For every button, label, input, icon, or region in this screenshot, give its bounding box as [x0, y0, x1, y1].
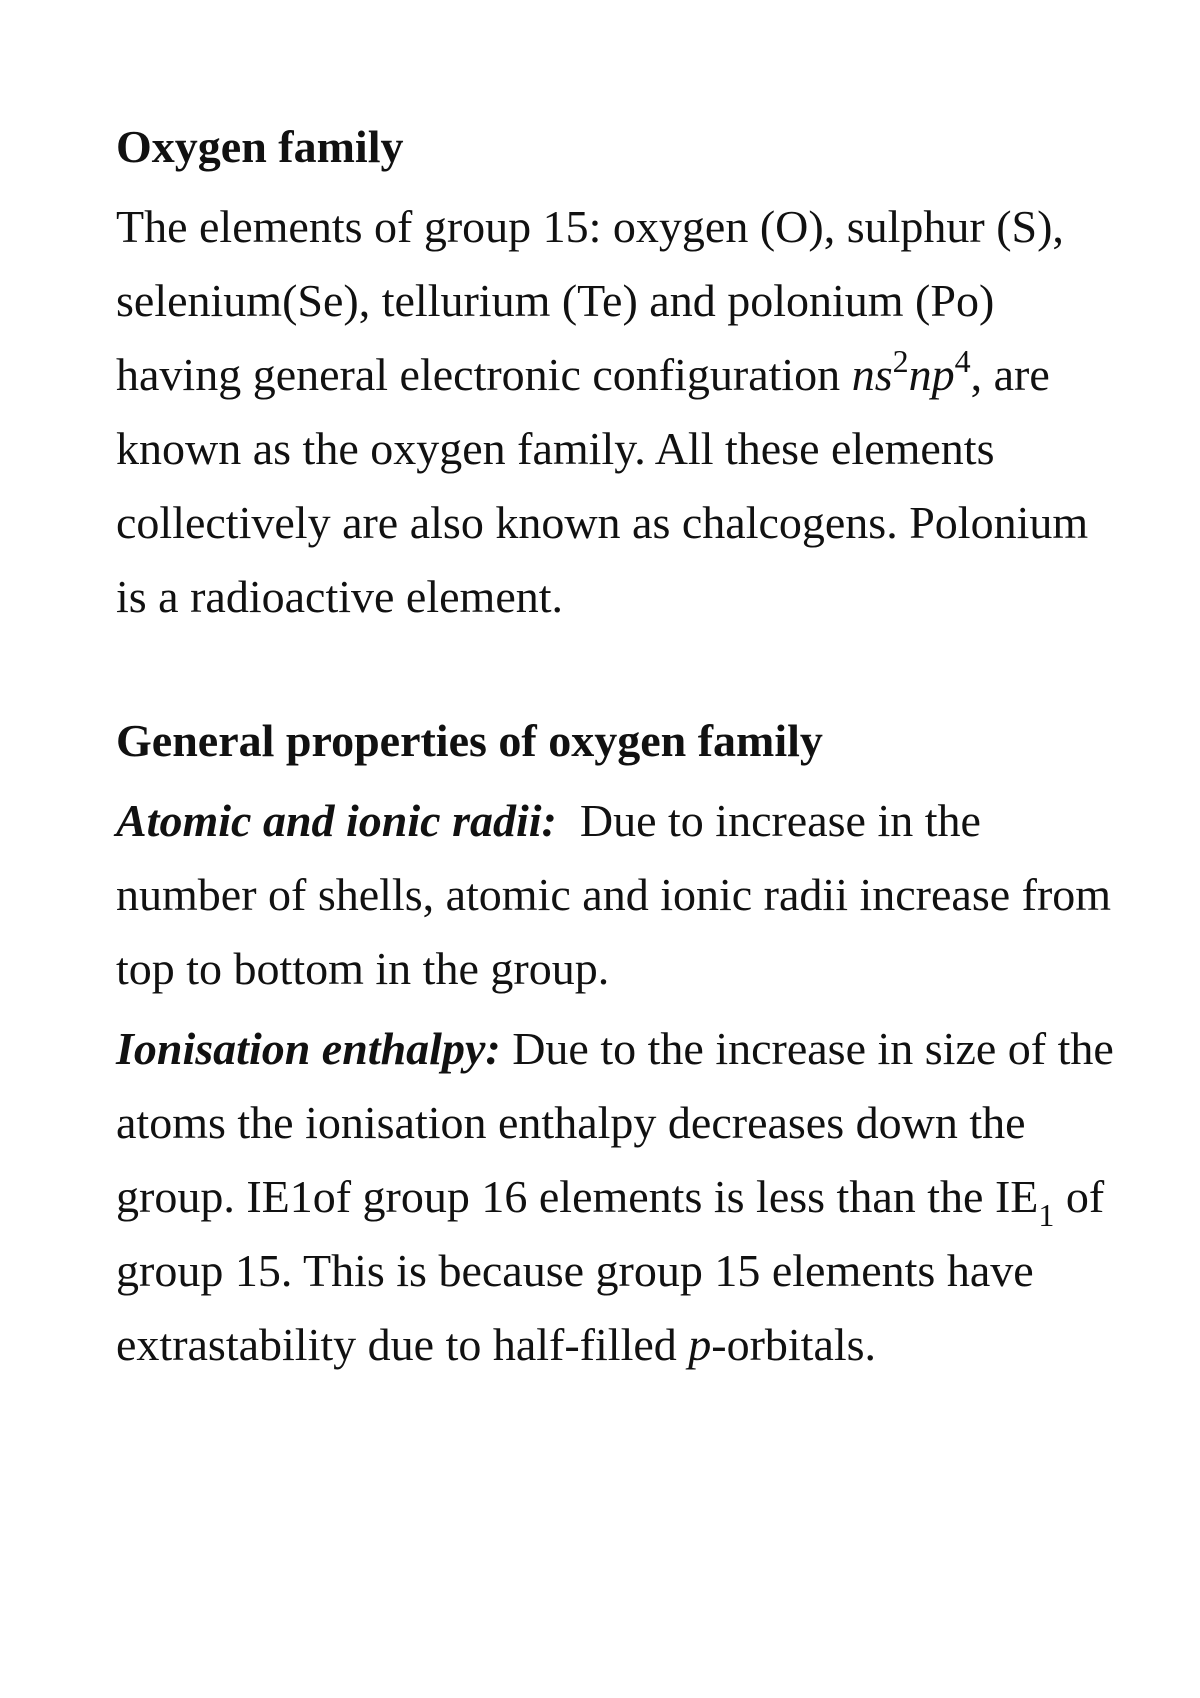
formula-sup-4: 4	[954, 343, 971, 379]
formula-sup-2: 2	[892, 343, 909, 379]
section-title-oxygen-family: Oxygen family	[116, 121, 404, 172]
ie-text-a: Due to the increase in size of the atoms the ionisation enthalpy decreases down the group. IE1of group 16 elements is less than the IE	[116, 1023, 1114, 1222]
ie-subscript-1: 1	[1038, 1197, 1055, 1233]
ie-text-b: of group 15. This is because group 15 elements have extrastability due to half-filled	[116, 1171, 1105, 1370]
term-atomic-radii: Atomic and ionic radii:	[116, 795, 557, 846]
document-page	[116, 110, 1123, 1382]
intro-text-b: , are known as the oxygen family. All these elements collectively are also known as chalcogens. Polonium is a radioactive element.	[116, 349, 1089, 622]
formula-np: np	[908, 349, 955, 400]
ie-text-c: -orbitals.	[711, 1319, 877, 1370]
term-ionisation-enthalpy: Ionisation enthalpy:	[116, 1023, 501, 1074]
section-title-general-properties: General properties of oxygen family	[116, 715, 823, 766]
paragraph-atomic-radii	[116, 784, 1123, 1006]
paragraph-oxygen-family-intro	[116, 190, 1116, 634]
ie-p-orbital: p	[688, 1319, 712, 1370]
formula-ns: ns	[851, 349, 893, 400]
paragraph-ionisation-enthalpy	[116, 1012, 1116, 1382]
radii-text: Due to increase in the number of shells, atomic and ionic radii increase from top to bottom in the group.	[116, 795, 1123, 994]
intro-text-a: The elements of group 15: oxygen (O), sulphur (S), selenium(Se), tellurium (Te) and polonium (Po) having general electronic configuration	[116, 201, 1064, 400]
